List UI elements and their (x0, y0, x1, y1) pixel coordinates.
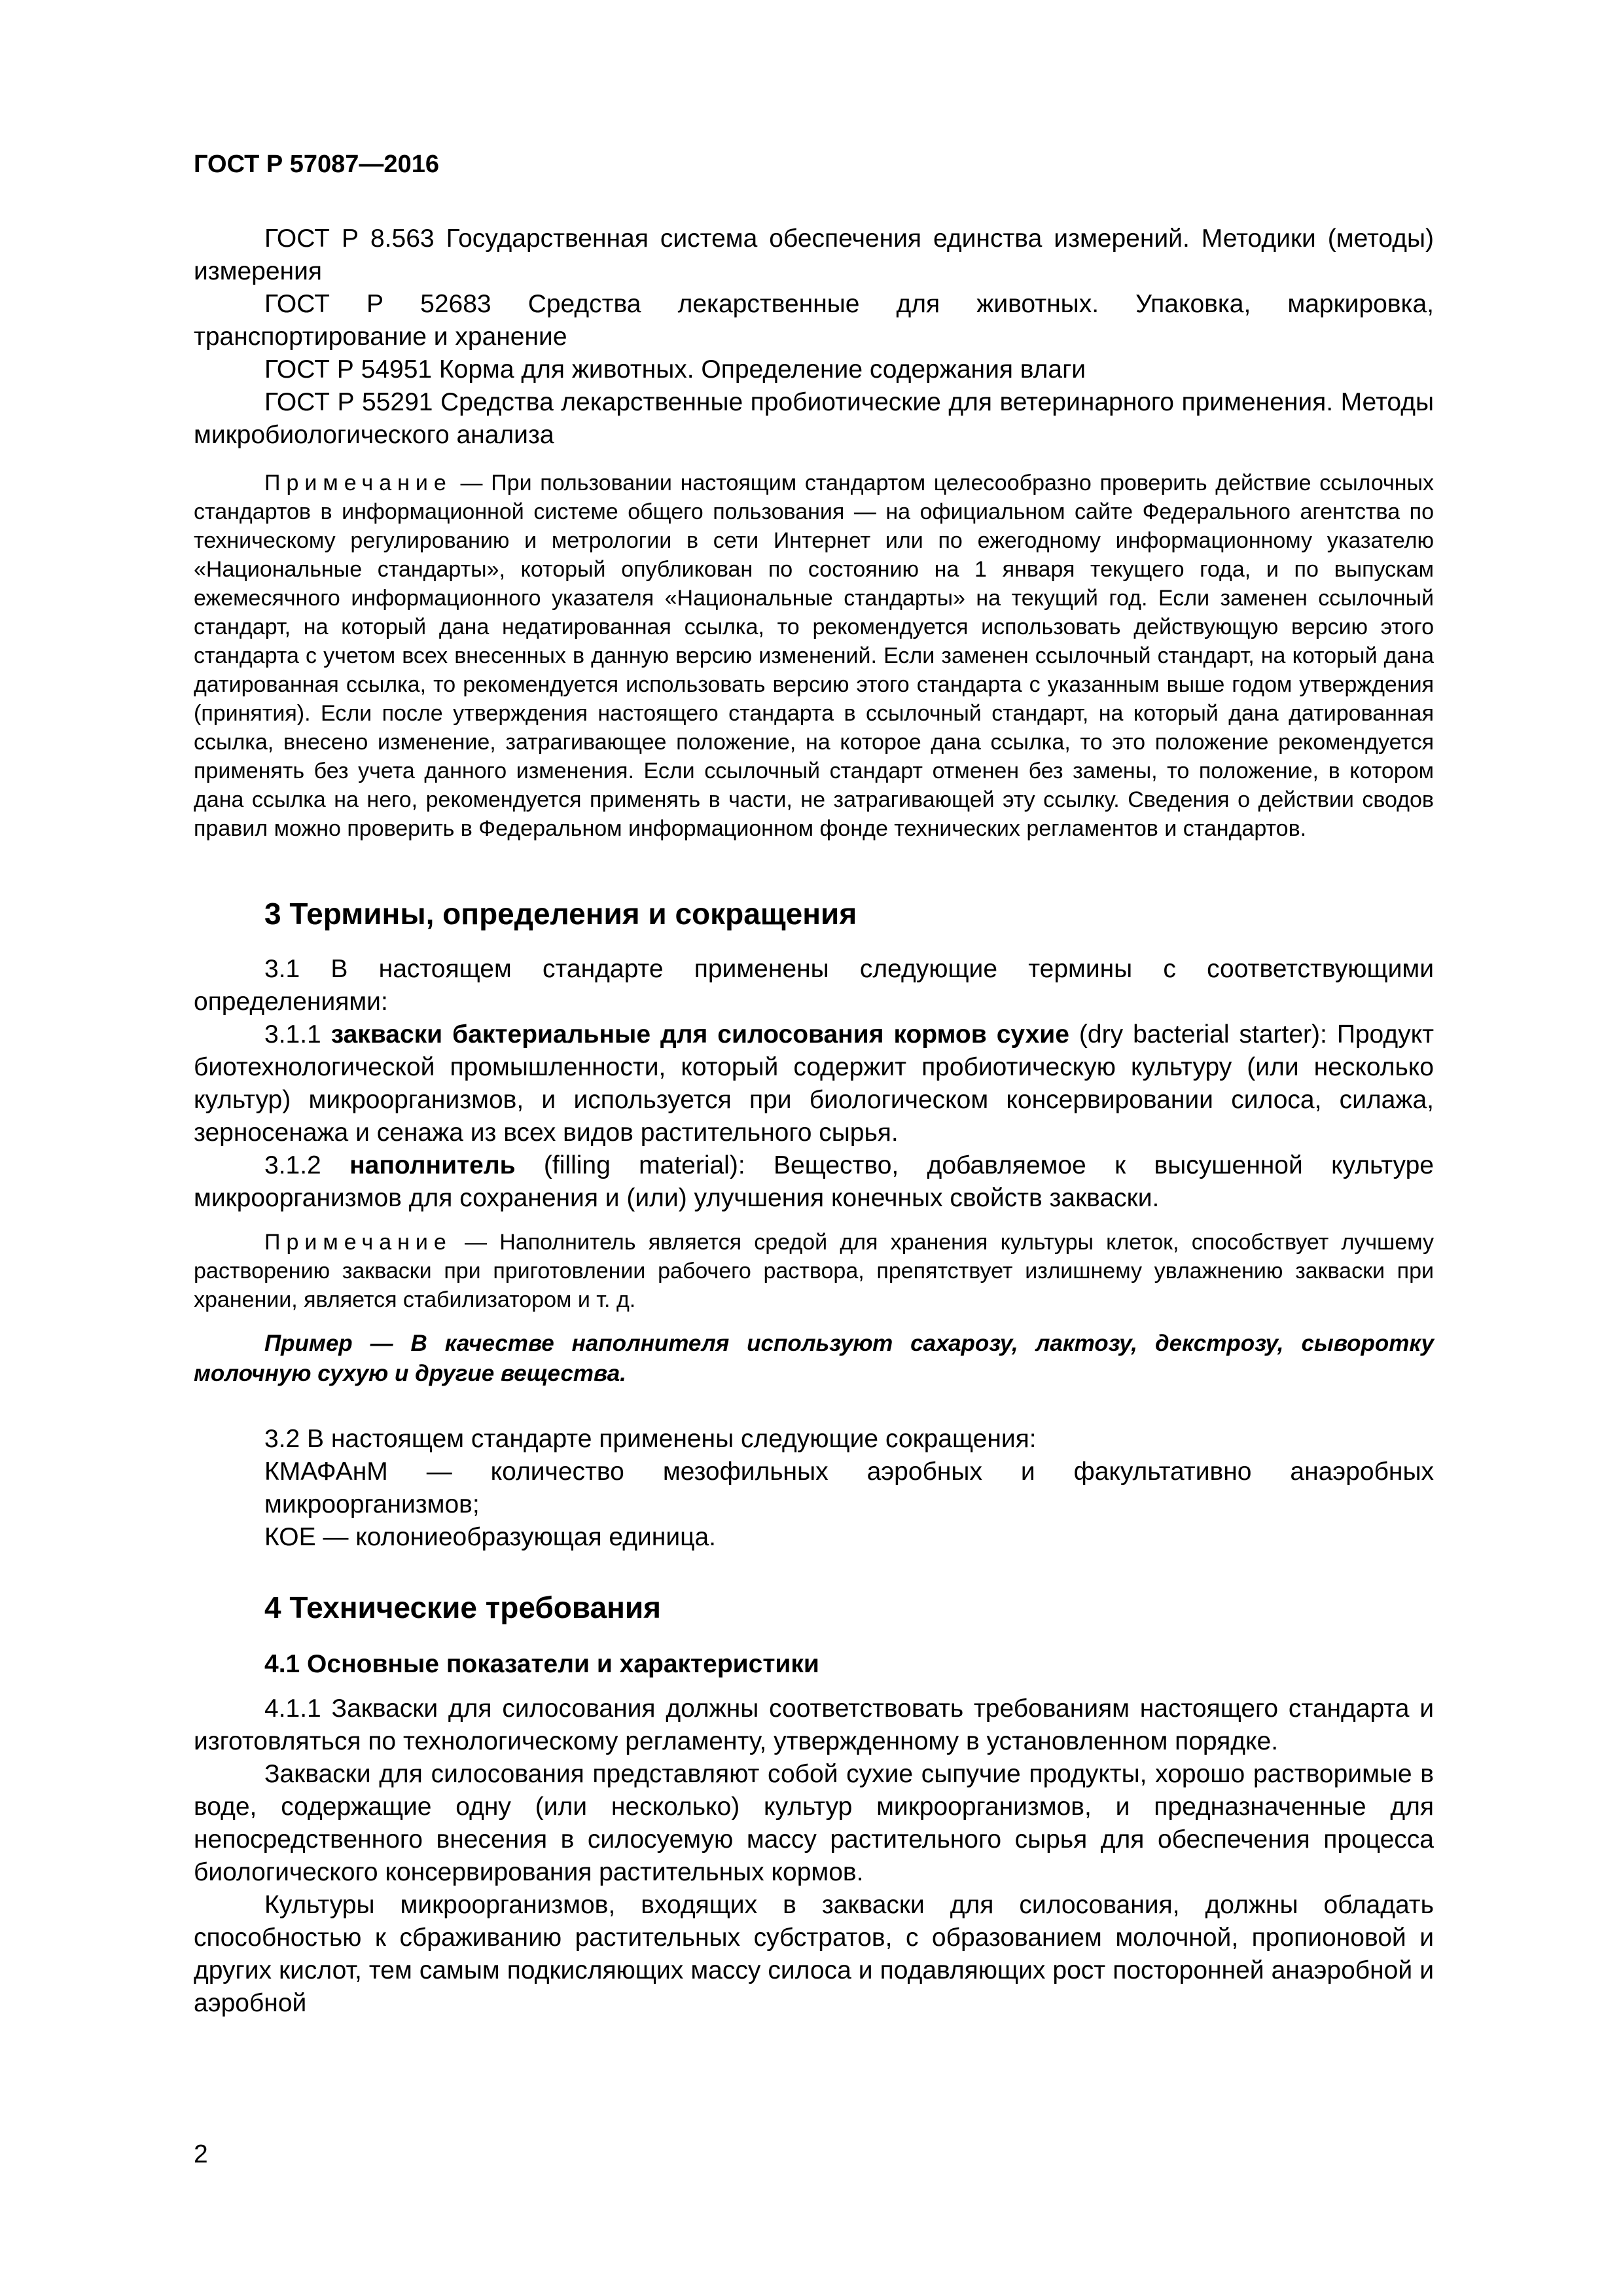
note-text: — Наполнитель является средой для хранения культуры клеток, способствует лучшему растворению закваски при приготовлении рабочего раствора, препятствует излишнему увлажнению закваски при хранении, является стабилизатором и т. д. (194, 1230, 1434, 1312)
reference-item: ГОСТ Р 8.563 Государственная система обеспечения единства измерений. Методики (методы) измерения (194, 224, 1434, 285)
page-number: 2 (194, 2140, 208, 2168)
document-code-header: ГОСТ Р 57087—2016 (194, 151, 439, 178)
term-3-1-1 (194, 1018, 1434, 1149)
note-label: Примечание (264, 1230, 452, 1255)
note-text: — При пользовании настоящим стандартом целесообразно проверить действие ссылочных стандартов в информационной системе общего пользования — на официальном сайте Федерального агентства по техническому регулированию и метрологии в сети Интернет или по ежегодному информационному указателю «Национальные стандарты», который опубликован по состоянию на 1 января текущего года, и по выпускам ежемесячного информационного указателя «Национальные стандарты» на текущий год. Если заменен ссылочный стандарт, на который дана недатированная ссылка, то рекомендуется использовать действующую версию этого стандарта с учетом всех внесенных в данную версию изменений. Если заменен ссылочный стандарт, на который дана датированная ссылка, то рекомендуется использовать версию этого стандарта с указанным выше годом утверждения (принятия). Если после утверждения настоящего стандарта в ссылочный стандарт, на который дана датированная ссылка, внесено изменение, затрагивающее положение, на которое дана ссылка, то это положение рекомендуется применять без учета данного изменения. Если ссылочный стандарт отменен без замены, то положение, в котором дана ссылка на него, рекомендуется применять в части, не затрагивающей эту ссылку. Сведения о действии сводов правил можно проверить в Федеральном информационном фонде технических регламентов и стандартов. (194, 471, 1434, 841)
abbreviation-item: КОЕ — колониеобразующая единица. (264, 1523, 716, 1551)
term-number: 3.1.2 (264, 1151, 350, 1179)
reference-item: ГОСТ Р 55291 Средства лекарственные пробиотические для ветеринарного применения. Методы микробиологического анализа (194, 388, 1434, 449)
note-label: Примечание (264, 471, 452, 495)
section-3-heading: 3 Термины, определения и сокращения (264, 897, 857, 931)
section-4-heading: 4 Технические требования (264, 1590, 661, 1624)
note-references (194, 469, 1434, 843)
example-text: Пример — В качестве наполнителя используют сахарозу, лактозу, декстрозу, сыворотку молочную сухую и другие вещества. (194, 1331, 1434, 1386)
term-name: закваски бактериальные для силосования кормов сухие (330, 1020, 1069, 1049)
reference-item: ГОСТ Р 52683 Средства лекарственные для животных. Упаковка, маркировка, транспортирование и хранение (194, 290, 1434, 351)
term-3-1-2 (194, 1149, 1434, 1215)
paragraph-3-1: 3.1 В настоящем стандарте применены следующие термины с соответствующими определениями: (194, 955, 1434, 1016)
document-body (194, 223, 1434, 2020)
note-filling-material (194, 1228, 1434, 1314)
term-name: наполнитель (349, 1151, 516, 1179)
paragraph-3-2: 3.2 В настоящем стандарте применены следующие сокращения: (264, 1425, 1037, 1453)
subsection-4-1-heading: 4.1 Основные показатели и характеристики (264, 1650, 819, 1678)
term-definition: (dry bacterial starter): Продукт биотехнологической промышленности, который содержит пробиотическую культуру (или несколько культур) микроорганизмов, и используется при биологическом консервировании силоса, силажа, зерносенажа и сенажа из всех видов растительного сырья. (194, 1020, 1434, 1147)
term-number: 3.1.1 (264, 1020, 331, 1049)
abbreviation-item: КМАФАнМ — количество мезофильных аэробных и факультативно анаэробных микроорганизмов; (264, 1458, 1434, 1518)
term-definition: (filling material): Вещество, добавляемое к высушенной культуре микроорганизмов для сохранения и (или) улучшения конечных свойств закваски. (194, 1151, 1434, 1212)
paragraph-4-1-1-cultures: Культуры микроорганизмов, входящих в закваски для силосования, должны обладать способностью к сбраживанию растительных субстратов, с образованием молочной, пропионовой и других кислот, тем самым подкисляющих массу силоса и подавляющих рост посторонней анаэробной и аэробной (194, 1891, 1434, 2017)
paragraph-4-1-1: 4.1.1 Закваски для силосования должны соответствовать требованиям настоящего стандарта и изготовляться по технологическому регламенту, утвержденному в установленном порядке. (194, 1695, 1434, 1755)
reference-item: ГОСТ Р 54951 Корма для животных. Определение содержания влаги (264, 355, 1086, 384)
paragraph-4-1-1-description: Закваски для силосования представляют собой сухие сыпучие продукты, хорошо растворимые в воде, содержащие одну (или несколько) культур микроорганизмов, и предназначенные для непосредственного внесения в силосуемую массу растительного сырья для обеспечения процесса биологического консервирования растительных кормов. (194, 1760, 1434, 1886)
